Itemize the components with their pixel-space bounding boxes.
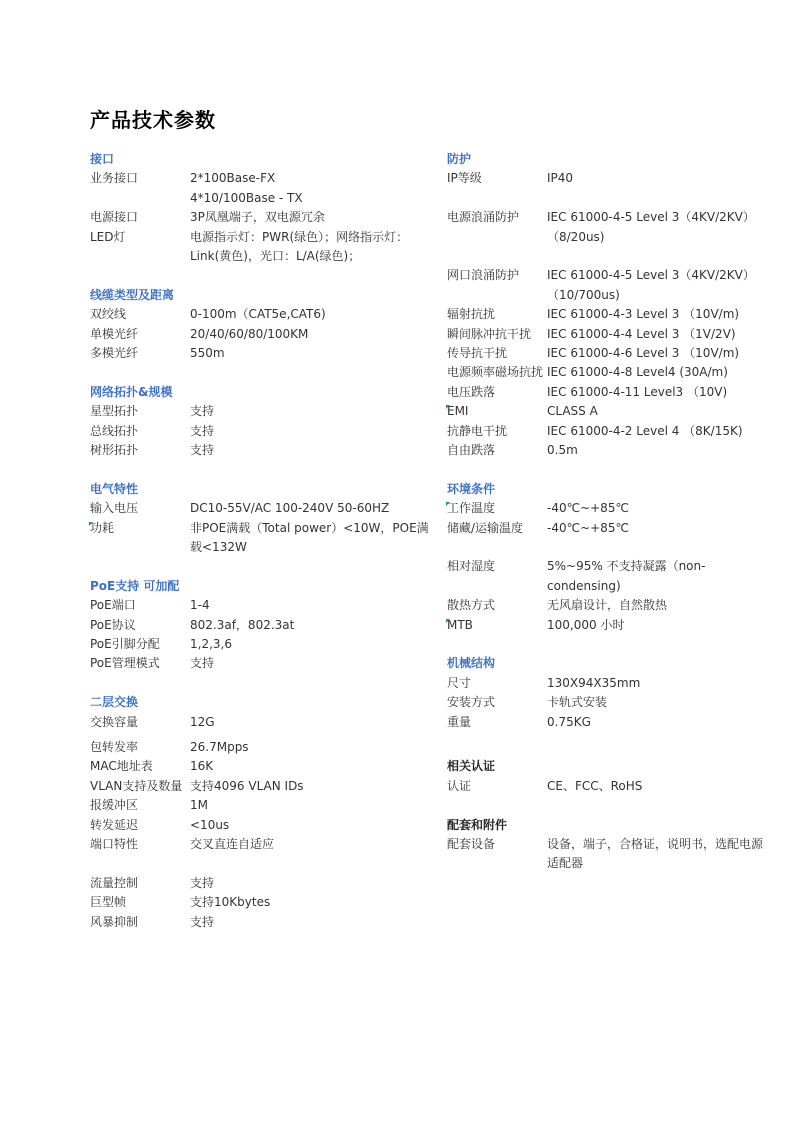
- spec-row-accessories: [447, 835, 767, 874]
- spec-key: IP等级: [447, 171, 482, 186]
- spec-value: 电源指示灯：PWR(绿色）；网络指示灯：Link(黄色)，光口：L/A(绿色)；: [190, 229, 409, 264]
- spec-row: [447, 325, 767, 344]
- spec-row: [90, 796, 430, 815]
- spec-value: 26.7Mpps: [190, 740, 249, 755]
- spec-key: 电源频率磁场抗扰: [447, 365, 544, 380]
- spec-row-mtb: [447, 616, 767, 635]
- spec-key: 工作温度: [447, 499, 547, 518]
- spec-row: [447, 674, 767, 693]
- spec-key: MTB: [447, 616, 547, 635]
- cable-rows: [90, 305, 430, 363]
- spec-key: 流量控制: [90, 875, 139, 890]
- spec-row: [447, 713, 767, 732]
- spec-key: 相对湿度: [447, 559, 496, 574]
- spec-row-humidity: [447, 557, 767, 596]
- spec-key: 传导抗干扰: [447, 346, 508, 361]
- spec-row-cooling: [447, 596, 767, 615]
- spec-value: 0.75KG: [547, 714, 591, 729]
- spec-value: 16K: [190, 759, 214, 774]
- spec-row: [90, 325, 430, 344]
- spec-value: 2*100Base-FX 4*10/100Base - TX: [190, 171, 303, 205]
- section-heading-mechanical: 机械结构: [447, 656, 496, 671]
- spec-row: [90, 616, 430, 635]
- spec-row-storage-temp: [447, 519, 767, 538]
- spec-key: 配套设备: [447, 837, 496, 852]
- section-heading-topology: 网络拓扑&规模: [90, 384, 173, 399]
- spec-row: [90, 228, 430, 267]
- spec-key: LED灯: [90, 229, 126, 244]
- electrical-rows: [90, 499, 430, 557]
- spec-row: [90, 169, 430, 208]
- spec-row: [447, 363, 767, 382]
- spec-row: [90, 596, 430, 615]
- spec-row: [90, 422, 430, 441]
- spec-key: 巨型帧: [90, 895, 127, 910]
- spec-row: [90, 635, 430, 654]
- spec-value: 130X94X35mm: [547, 675, 641, 690]
- section-heading-electrical: 电气特性: [90, 481, 139, 496]
- right-column: [447, 150, 767, 874]
- spec-row: [90, 713, 430, 732]
- spec-key: 端口特性: [90, 837, 139, 852]
- spec-key: PoE协议: [90, 617, 136, 632]
- spec-row-cert: [447, 777, 767, 796]
- section-heading-cert: 相关认证: [447, 759, 496, 774]
- spec-value: IEC 61000-4-4 Level 3 （1V/2V): [547, 326, 736, 341]
- spec-key: 双绞线: [90, 307, 127, 322]
- interface-rows: [90, 169, 430, 266]
- section-heading-interface: 接口: [90, 152, 115, 166]
- page-title: 产品技术参数: [90, 108, 216, 132]
- spec-value: IEC 61000-4-6 Level 3 （10V/m): [547, 346, 740, 361]
- mechanical-rows: [447, 674, 767, 732]
- spec-key: 总线拓扑: [90, 423, 139, 438]
- spec-key: 安装方式: [447, 695, 496, 710]
- spec-row: [90, 441, 430, 460]
- spec-key: 尺寸: [447, 675, 472, 690]
- spec-key: MAC地址表: [90, 759, 153, 774]
- spec-row: [90, 738, 430, 757]
- spec-key: 星型拓扑: [90, 404, 139, 419]
- section-heading-poe: PoE支持 可加配: [90, 578, 180, 593]
- spec-key: 电源浪涌防护: [447, 210, 520, 225]
- left-column: [90, 150, 430, 932]
- spec-value: 支持: [190, 914, 215, 929]
- spec-value: 支持: [190, 423, 215, 438]
- spec-value: -40℃~+85℃: [547, 520, 629, 535]
- spec-key: 转发延迟: [90, 817, 139, 832]
- l2-rows-a: [90, 713, 430, 732]
- spec-value: 1-4: [190, 598, 210, 613]
- section-heading-environment: 环境条件: [447, 481, 496, 496]
- spec-key: 电源接口: [90, 210, 139, 225]
- spec-key: 单模光纤: [90, 326, 139, 341]
- protection-rows: [447, 305, 767, 460]
- spec-value: 支持: [190, 443, 215, 458]
- spec-row: [90, 208, 430, 227]
- spec-value: CLASS A: [547, 404, 598, 419]
- spec-value: 3P凤凰端子，双电源冗余: [190, 210, 325, 225]
- spec-value: IEC 61000-4-5 Level 3（4KV/2KV） （10/700us): [547, 268, 755, 302]
- spec-key: PoE引脚分配: [90, 637, 160, 652]
- spec-key: 重量: [447, 714, 472, 729]
- spec-value: 12G: [190, 714, 215, 729]
- spec-row: [90, 499, 430, 518]
- spec-value: 支持: [190, 404, 215, 419]
- section-heading-cable: 线缆类型及距离: [90, 287, 175, 302]
- spec-value: IEC 61000-4-5 Level 3（4KV/2KV） （8/20us): [547, 210, 755, 244]
- spec-key: 辐射抗扰: [447, 307, 496, 322]
- spec-row: [447, 402, 767, 421]
- spec-key: 交换容量: [90, 714, 139, 729]
- poe-rows: [90, 596, 430, 674]
- spec-value: 交叉直连自适应: [190, 837, 275, 852]
- spec-value: <10us: [190, 817, 230, 832]
- spec-row-ip: [447, 169, 767, 188]
- spec-value: 无风扇设计，自然散热: [547, 598, 668, 613]
- spec-value: 5%~95% 不支持凝露（non-condensing): [547, 559, 706, 593]
- l2-rows-b: [90, 738, 430, 854]
- spec-row: [447, 441, 767, 460]
- spec-row: [447, 422, 767, 441]
- spec-key: 散热方式: [447, 598, 496, 613]
- spec-value: IEC 61000-4-11 Level3 （10V): [547, 384, 728, 399]
- spec-row: [90, 893, 430, 912]
- spec-key: 输入电压: [90, 501, 139, 516]
- spec-row: [447, 305, 767, 324]
- spec-value: CE、FCC、RoHS: [547, 778, 643, 793]
- spec-key: 树形拓扑: [90, 443, 139, 458]
- spec-value: IEC 61000-4-2 Level 4 （8K/15K): [547, 423, 743, 438]
- spec-row: [90, 913, 430, 932]
- spec-key: 风暴抑制: [90, 914, 139, 929]
- section-heading-l2: 二层交换: [90, 695, 139, 710]
- spec-value: 支持: [190, 656, 215, 671]
- spec-row-work-temp: [447, 499, 767, 518]
- spec-value: 802.3af，802.3at: [190, 617, 295, 632]
- section-heading-accessories: 配套和附件: [447, 817, 508, 832]
- spec-row: [90, 654, 430, 673]
- spec-row-surge-power: [447, 208, 767, 247]
- spec-value: IEC 61000-4-3 Level 3 （10V/m): [547, 307, 740, 322]
- spec-key: EMI: [447, 402, 547, 421]
- spec-row-surge-net: [447, 266, 767, 305]
- spec-row: [90, 835, 430, 854]
- spec-value: 支持: [190, 875, 215, 890]
- spec-value: 20/40/60/80/100KM: [190, 326, 309, 341]
- spec-value: 0.5m: [547, 443, 578, 458]
- spec-key: 功耗: [90, 519, 190, 558]
- spec-row: [90, 816, 430, 835]
- spec-value: 0-100m（CAT5e,CAT6): [190, 307, 326, 322]
- l2-rows-c: [90, 874, 430, 932]
- spec-key: PoE管理模式: [90, 656, 160, 671]
- spec-key: 瞬间脉冲抗干扰: [447, 326, 532, 341]
- spec-key: 抗静电干扰: [447, 423, 508, 438]
- topology-rows: [90, 402, 430, 460]
- spec-value: 支持10Kbytes: [190, 895, 271, 910]
- spec-key: 电压跌落: [447, 384, 496, 399]
- spec-key: 报缓冲区: [90, 798, 139, 813]
- spec-row: [90, 519, 430, 558]
- spec-value: DC10-55V/AC 100-240V 50-60HZ: [190, 501, 390, 516]
- section-heading-protection: 防护: [447, 152, 472, 166]
- spec-row: [90, 757, 430, 776]
- spec-value: 设备，端子，合格证，说明书，选配电源适配器: [547, 837, 764, 871]
- spec-key: 自由跌落: [447, 443, 496, 458]
- spec-value: 卡轨式安装: [547, 695, 608, 710]
- spec-key: PoE端口: [90, 598, 136, 613]
- spec-row: [90, 402, 430, 421]
- spec-key: 网口浪涌防护: [447, 268, 520, 283]
- spec-value: 非POE满载（Total power）<10W，POE满载<132W: [190, 520, 429, 555]
- spec-key: 认证: [447, 778, 472, 793]
- spec-row: [447, 383, 767, 402]
- spec-value: -40℃~+85℃: [547, 501, 629, 516]
- spec-value: IP40: [547, 171, 574, 186]
- spec-row: [90, 305, 430, 324]
- spec-key: 储藏/运输温度: [447, 520, 524, 535]
- spec-value: 1M: [190, 798, 208, 813]
- spec-value: 100,000 小时: [547, 617, 625, 632]
- spec-row: [447, 693, 767, 712]
- spec-key: 包转发率: [90, 740, 139, 755]
- spec-value: 550m: [190, 346, 225, 361]
- spec-value: IEC 61000-4-8 Level4 (30A/m): [547, 365, 728, 380]
- spec-value: 1,2,3,6: [190, 637, 232, 652]
- spec-row: [90, 874, 430, 893]
- spec-row: [90, 344, 430, 363]
- spec-key: VLAN支持及数量: [90, 778, 183, 793]
- spec-row: [447, 344, 767, 363]
- spec-value: 支持4096 VLAN IDs: [190, 778, 304, 793]
- spec-key: 多模光纤: [90, 346, 139, 361]
- spec-row: [90, 777, 430, 796]
- spec-key: 业务接口: [90, 171, 139, 186]
